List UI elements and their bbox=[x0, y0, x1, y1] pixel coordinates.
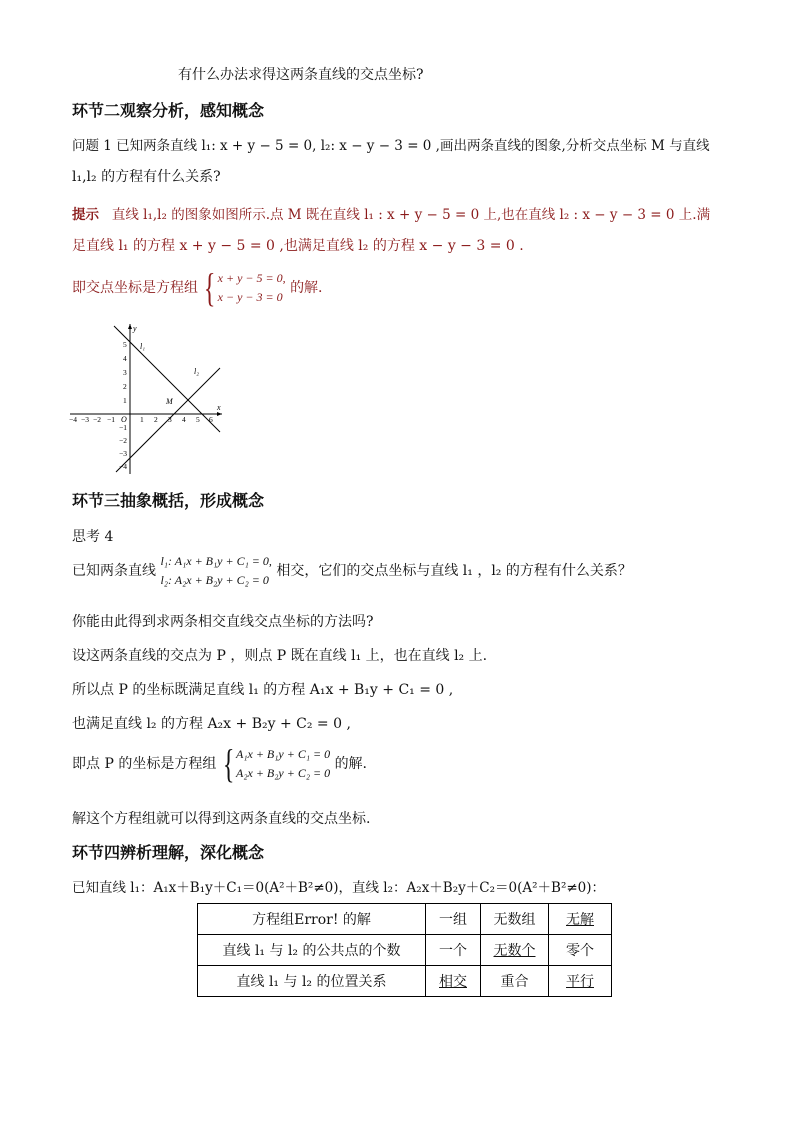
sys-equations bbox=[236, 745, 330, 783]
intersection-system bbox=[72, 265, 323, 310]
hint-line-2: 足直线 l₁ 的方程 x + y − 5 = 0 ,也满足直线 l₂ 的方程 x − y − 3 = 0 . bbox=[72, 238, 524, 254]
sys-prefix: 即点 P 的坐标是方程组 bbox=[72, 756, 217, 772]
problem-1-line-2: l₁,l₂ 的方程有什么关系? bbox=[72, 169, 221, 185]
hint-tag: 提示 bbox=[72, 207, 99, 223]
hint-text-1: 直线 l₁,l₂ 的图象如图所示.点 M 既在直线 l₁ : x + y − 5 = 0 上,也在直线 l₂ : x − y − 3 = 0 上.满 bbox=[111, 207, 711, 223]
system-eq-1: x + y − 5 = 0, bbox=[217, 271, 286, 285]
known-lines-paragraph bbox=[72, 552, 632, 590]
paragraph-point-p: 设这两条直线的交点为 P ，则点 P 既在直线 l₁ 上，也在直线 l₂ 上. bbox=[72, 648, 488, 664]
known-suffix: 相交，它们的交点坐标与直线 l₁ ，l₂ 的方程有什么关系？ bbox=[276, 563, 632, 579]
y-tick: −1 bbox=[119, 423, 127, 432]
x-tick: 6 bbox=[209, 415, 213, 424]
x-tick: −4 bbox=[69, 415, 77, 424]
y-axis-label: y bbox=[133, 324, 137, 333]
point-m-label: M bbox=[166, 397, 173, 406]
section-heading-4: 环节四辨析理解，深化概念 bbox=[72, 843, 265, 862]
table-cell: 一个 bbox=[426, 935, 481, 966]
table-row bbox=[198, 935, 612, 966]
table-cell: 重合 bbox=[481, 966, 549, 997]
y-tick: 4 bbox=[123, 354, 127, 363]
sys-suffix: 的解. bbox=[334, 756, 368, 772]
line-2-equation: l₂: A₂x + B₂y + C₂ = 0 bbox=[160, 573, 269, 587]
section-4-intro: 已知直线 l₁：A₁x＋B₁y＋C₁＝0(A²＋B²≠0)，直线 l₂：A₂x＋B₂y＋C₂＝0(A²＋B²≠0)： bbox=[72, 880, 606, 896]
problem-1-line-1: 问题 1 已知两条直线 l₁: x + y − 5 = 0, l₂: x − y − 3 = 0 ,画出两条直线的图象,分析交点坐标 M 与直线 bbox=[72, 138, 710, 154]
section-heading-3: 环节三抽象概括，形成概念 bbox=[72, 491, 265, 510]
known-prefix: 已知两条直线 bbox=[72, 563, 156, 579]
question-line: 有什么办法求得这两条直线的交点坐标? bbox=[178, 67, 424, 83]
y-tick: −4 bbox=[119, 462, 127, 471]
origin-label: O bbox=[121, 415, 127, 424]
system-prefix: 即交点坐标是方程组 bbox=[72, 280, 198, 296]
line-1-equation: l₁: A₁x + B₁y + C₁ = 0, bbox=[160, 554, 272, 568]
paragraph-satisfy-l1: 所以点 P 的坐标既满足直线 l₁ 的方程 A₁x + B₁y + C₁ = 0 , bbox=[72, 682, 454, 698]
y-tick: 2 bbox=[123, 382, 127, 391]
left-brace: { bbox=[204, 265, 216, 310]
table-row bbox=[198, 966, 612, 997]
table-cell: 无数个 bbox=[481, 935, 549, 966]
x-axis-arrow bbox=[217, 412, 222, 416]
system-equations bbox=[218, 269, 286, 307]
paragraph-satisfy-l2: 也满足直线 l₂ 的方程 A₂x + B₂y + C₂ = 0 , bbox=[72, 716, 351, 732]
table-cell: 方程组Error! 的解 bbox=[198, 904, 426, 935]
hint-line-1 bbox=[72, 203, 710, 223]
think-label: 思考 4 bbox=[72, 529, 114, 545]
table-cell: 一组 bbox=[426, 904, 481, 935]
table-cell: 零个 bbox=[549, 935, 612, 966]
sys-eq-2: A₂x + B₂y + C₂ = 0 bbox=[235, 766, 331, 780]
y-tick: −3 bbox=[119, 449, 127, 458]
relation-table bbox=[197, 903, 612, 997]
y-tick-labels bbox=[119, 340, 127, 471]
line-equations bbox=[160, 552, 271, 590]
l1-label: l₁ bbox=[140, 342, 146, 351]
sys-brace-group bbox=[221, 741, 331, 786]
table-cell: 直线 l₁ 与 l₂ 的公共点的个数 bbox=[198, 935, 426, 966]
y-tick: 3 bbox=[123, 368, 127, 377]
x-tick: −2 bbox=[93, 415, 101, 424]
line-graph bbox=[70, 322, 230, 477]
y-axis-arrow bbox=[128, 324, 132, 329]
table-cell: 直线 l₁ 与 l₂ 的位置关系 bbox=[198, 966, 426, 997]
system-brace-group bbox=[202, 265, 286, 310]
table-row bbox=[198, 904, 612, 935]
paragraph-solve: 解这个方程组就可以得到这两条直线的交点坐标. bbox=[72, 811, 371, 827]
x-tick: 4 bbox=[182, 415, 186, 424]
table-cell: 相交 bbox=[426, 966, 481, 997]
x-tick: 3 bbox=[168, 415, 172, 424]
x-tick: 1 bbox=[140, 415, 144, 424]
x-tick-labels bbox=[69, 415, 213, 424]
paragraph-method-question: 你能由此得到求两条相交直线交点坐标的方法吗? bbox=[72, 614, 374, 630]
table-cell: 无解 bbox=[549, 904, 612, 935]
table-cell: 平行 bbox=[549, 966, 612, 997]
sys-eq-1: A₁x + B₁y + C₁ = 0 bbox=[235, 747, 331, 761]
x-tick: −1 bbox=[107, 415, 115, 424]
y-tick: 5 bbox=[123, 340, 127, 349]
left-brace: { bbox=[222, 741, 235, 786]
system-eq-2: x − y − 3 = 0 bbox=[217, 290, 283, 304]
x-axis-label: x bbox=[217, 403, 221, 412]
section-heading-2: 环节二观察分析，感知概念 bbox=[72, 101, 265, 120]
system-suffix: 的解. bbox=[290, 280, 323, 296]
l2-label: l₂ bbox=[194, 367, 200, 376]
y-tick: −2 bbox=[119, 436, 127, 445]
point-system bbox=[72, 741, 368, 786]
x-tick: 2 bbox=[154, 415, 158, 424]
y-tick: 1 bbox=[123, 396, 127, 405]
x-tick: −3 bbox=[81, 415, 89, 424]
table-cell: 无数组 bbox=[481, 904, 549, 935]
x-tick: 5 bbox=[196, 415, 200, 424]
